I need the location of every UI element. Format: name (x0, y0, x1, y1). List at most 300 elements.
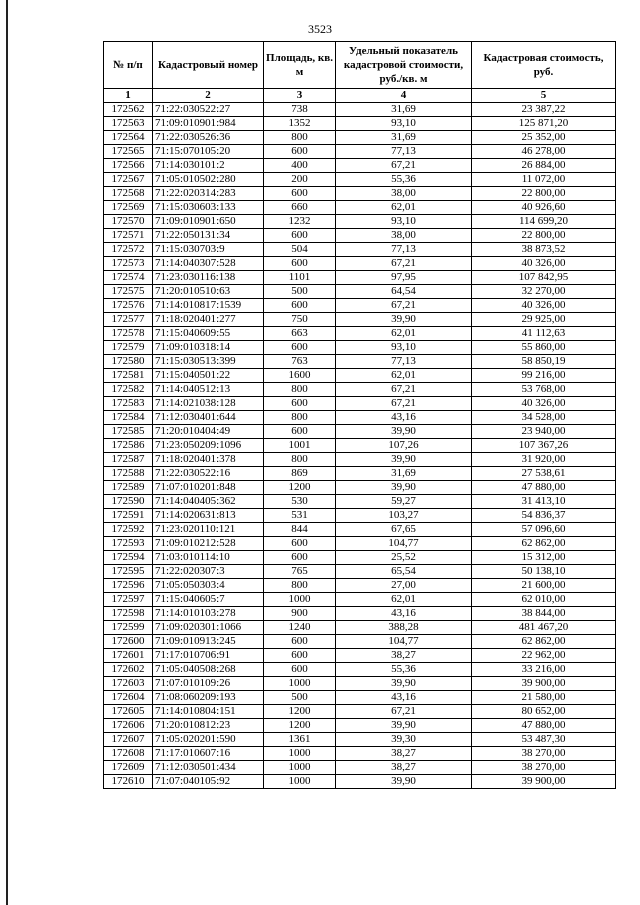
cadastral-cost-cell: 62 010,00 (472, 593, 616, 607)
unit-value-cell: 67,21 (336, 159, 472, 173)
table-row (104, 425, 616, 439)
area-cell: 600 (264, 663, 336, 677)
area-cell: 600 (264, 425, 336, 439)
area-cell: 1240 (264, 621, 336, 635)
cadastral-cost-cell: 23 387,22 (472, 103, 616, 117)
table-row (104, 453, 616, 467)
row-number-cell: 172587 (104, 453, 153, 467)
cadastral-number-cell: 71:22:020307:3 (153, 565, 264, 579)
cadastral-number-cell: 71:14:040512:13 (153, 383, 264, 397)
row-number-cell: 172573 (104, 257, 153, 271)
cadastral-cost-cell: 31 920,00 (472, 453, 616, 467)
cadastral-cost-cell: 39 900,00 (472, 775, 616, 789)
area-cell: 1001 (264, 439, 336, 453)
area-cell: 869 (264, 467, 336, 481)
cadastral-number-cell: 71:18:020401:378 (153, 453, 264, 467)
table-row (104, 691, 616, 705)
cadastral-cost-cell: 55 860,00 (472, 341, 616, 355)
unit-value-cell: 77,13 (336, 243, 472, 257)
unit-value-cell: 62,01 (336, 369, 472, 383)
unit-value-cell: 93,10 (336, 341, 472, 355)
table-row (104, 187, 616, 201)
table-row (104, 537, 616, 551)
unit-value-cell: 107,26 (336, 439, 472, 453)
unit-value-cell: 77,13 (336, 355, 472, 369)
cadastral-number-cell: 71:20:010404:49 (153, 425, 264, 439)
cadastral-number-cell: 71:05:020201:590 (153, 733, 264, 747)
cadastral-number-cell: 71:12:030401:644 (153, 411, 264, 425)
area-cell: 750 (264, 313, 336, 327)
cadastral-number-cell: 71:09:010913:245 (153, 635, 264, 649)
cadastral-cost-cell: 53 487,30 (472, 733, 616, 747)
cadastral-cost-cell: 40 326,00 (472, 299, 616, 313)
unit-value-cell: 104,77 (336, 537, 472, 551)
area-cell: 1600 (264, 369, 336, 383)
area-cell: 600 (264, 187, 336, 201)
area-cell: 1200 (264, 719, 336, 733)
table-row (104, 719, 616, 733)
table-row (104, 607, 616, 621)
row-number-cell: 172577 (104, 313, 153, 327)
area-cell: 800 (264, 411, 336, 425)
area-cell: 600 (264, 649, 336, 663)
cadastral-cost-cell: 50 138,10 (472, 565, 616, 579)
unit-value-cell: 31,69 (336, 131, 472, 145)
cadastral-cost-cell: 107 367,26 (472, 439, 616, 453)
table-row (104, 201, 616, 215)
unit-value-cell: 38,00 (336, 229, 472, 243)
unit-value-cell: 103,27 (336, 509, 472, 523)
table-row (104, 173, 616, 187)
row-number-cell: 172570 (104, 215, 153, 229)
row-number-cell: 172572 (104, 243, 153, 257)
cadastral-cost-cell: 29 925,00 (472, 313, 616, 327)
cadastral-number-cell: 71:07:010109:26 (153, 677, 264, 691)
table-row (104, 579, 616, 593)
table-row (104, 215, 616, 229)
cadastral-cost-cell: 27 538,61 (472, 467, 616, 481)
cadastral-cost-cell: 38 270,00 (472, 761, 616, 775)
page-number: 3523 (308, 22, 332, 36)
table-row (104, 159, 616, 173)
cadastral-number-cell: 71:05:040508:268 (153, 663, 264, 677)
table-row (104, 299, 616, 313)
cadastral-cost-cell: 22 800,00 (472, 229, 616, 243)
area-cell: 800 (264, 131, 336, 145)
cadastral-number-cell: 71:22:030526:36 (153, 131, 264, 145)
area-cell: 765 (264, 565, 336, 579)
row-number-cell: 172609 (104, 761, 153, 775)
area-cell: 500 (264, 285, 336, 299)
header-area: Площадь, кв. м (264, 42, 336, 89)
area-cell: 504 (264, 243, 336, 257)
area-cell: 600 (264, 341, 336, 355)
row-number-cell: 172599 (104, 621, 153, 635)
row-number-cell: 172578 (104, 327, 153, 341)
unit-value-cell: 31,69 (336, 467, 472, 481)
header-unit-value: Удельный показатель кадастровой стоимости, руб./кв. м (336, 42, 472, 89)
cadastral-cost-cell: 40 326,00 (472, 397, 616, 411)
table-row (104, 509, 616, 523)
cadastral-number-cell: 71:07:010201:848 (153, 481, 264, 495)
area-cell: 531 (264, 509, 336, 523)
unit-value-cell: 388,28 (336, 621, 472, 635)
row-number-cell: 172576 (104, 299, 153, 313)
table-row (104, 271, 616, 285)
table-row (104, 355, 616, 369)
unit-value-cell: 43,16 (336, 607, 472, 621)
row-number-cell: 172569 (104, 201, 153, 215)
area-cell: 600 (264, 299, 336, 313)
cadastral-number-cell: 71:09:010318:14 (153, 341, 264, 355)
page-left-edge-rule (6, 0, 8, 905)
table-row (104, 313, 616, 327)
cadastral-cost-cell: 33 216,00 (472, 663, 616, 677)
unit-value-cell: 59,27 (336, 495, 472, 509)
row-number-cell: 172592 (104, 523, 153, 537)
cadastral-cost-cell: 107 842,95 (472, 271, 616, 285)
cadastral-cost-cell: 481 467,20 (472, 621, 616, 635)
cadastral-cost-cell: 21 600,00 (472, 579, 616, 593)
cadastral-number-cell: 71:23:030116:138 (153, 271, 264, 285)
cadastral-number-cell: 71:15:040605:7 (153, 593, 264, 607)
cadastral-number-cell: 71:05:010502:280 (153, 173, 264, 187)
cadastral-cost-cell: 22 800,00 (472, 187, 616, 201)
cadastral-number-cell: 71:14:040307:528 (153, 257, 264, 271)
column-number: 1 (104, 89, 153, 103)
area-cell: 600 (264, 257, 336, 271)
row-number-cell: 172608 (104, 747, 153, 761)
area-cell: 1361 (264, 733, 336, 747)
cadastral-number-cell: 71:22:030522:16 (153, 467, 264, 481)
table-row (104, 383, 616, 397)
unit-value-cell: 39,90 (336, 719, 472, 733)
table-row (104, 733, 616, 747)
area-cell: 660 (264, 201, 336, 215)
row-number-cell: 172562 (104, 103, 153, 117)
area-cell: 900 (264, 607, 336, 621)
cadastral-cost-cell: 62 862,00 (472, 635, 616, 649)
header-row (104, 42, 616, 89)
row-number-cell: 172575 (104, 285, 153, 299)
column-number: 4 (336, 89, 472, 103)
row-number-cell: 172586 (104, 439, 153, 453)
cadastral-number-cell: 71:14:021038:128 (153, 397, 264, 411)
unit-value-cell: 39,90 (336, 313, 472, 327)
area-cell: 663 (264, 327, 336, 341)
unit-value-cell: 62,01 (336, 327, 472, 341)
area-cell: 600 (264, 635, 336, 649)
row-number-cell: 172591 (104, 509, 153, 523)
table-row (104, 495, 616, 509)
cadastral-cost-cell: 39 900,00 (472, 677, 616, 691)
cadastral-cost-cell: 47 880,00 (472, 719, 616, 733)
unit-value-cell: 62,01 (336, 201, 472, 215)
cadastral-number-cell: 71:18:020401:277 (153, 313, 264, 327)
area-cell: 600 (264, 397, 336, 411)
cadastral-cost-cell: 38 844,00 (472, 607, 616, 621)
cadastral-number-cell: 71:09:010901:650 (153, 215, 264, 229)
table-row (104, 411, 616, 425)
unit-value-cell: 38,00 (336, 187, 472, 201)
cadastral-number-cell: 71:23:020110:121 (153, 523, 264, 537)
row-number-cell: 172588 (104, 467, 153, 481)
area-cell: 600 (264, 145, 336, 159)
cadastral-number-cell: 71:14:030101:2 (153, 159, 264, 173)
cadastral-number-cell: 71:20:010812:23 (153, 719, 264, 733)
cadastral-number-cell: 71:15:030603:133 (153, 201, 264, 215)
table-row (104, 747, 616, 761)
row-number-cell: 172603 (104, 677, 153, 691)
area-cell: 500 (264, 691, 336, 705)
cadastral-cost-cell: 53 768,00 (472, 383, 616, 397)
unit-value-cell: 39,90 (336, 425, 472, 439)
row-number-cell: 172593 (104, 537, 153, 551)
unit-value-cell: 43,16 (336, 411, 472, 425)
unit-value-cell: 67,65 (336, 523, 472, 537)
unit-value-cell: 27,00 (336, 579, 472, 593)
cadastral-number-cell: 71:03:010114:10 (153, 551, 264, 565)
unit-value-cell: 67,21 (336, 397, 472, 411)
unit-value-cell: 97,95 (336, 271, 472, 285)
cadastral-cost-cell: 46 278,00 (472, 145, 616, 159)
cadastral-cost-cell: 40 326,00 (472, 257, 616, 271)
cadastral-cost-cell: 15 312,00 (472, 551, 616, 565)
cadastral-cost-cell: 40 926,60 (472, 201, 616, 215)
row-number-cell: 172597 (104, 593, 153, 607)
table-row (104, 705, 616, 719)
row-number-cell: 172585 (104, 425, 153, 439)
area-cell: 600 (264, 537, 336, 551)
table-row (104, 481, 616, 495)
row-number-cell: 172571 (104, 229, 153, 243)
row-number-cell: 172563 (104, 117, 153, 131)
area-cell: 800 (264, 383, 336, 397)
cadastral-number-cell: 71:22:030522:27 (153, 103, 264, 117)
cadastral-number-cell: 71:23:050209:1096 (153, 439, 264, 453)
cadastral-number-cell: 71:12:030501:434 (153, 761, 264, 775)
area-cell: 738 (264, 103, 336, 117)
unit-value-cell: 65,54 (336, 565, 472, 579)
row-number-cell: 172581 (104, 369, 153, 383)
row-number-cell: 172606 (104, 719, 153, 733)
row-number-cell: 172595 (104, 565, 153, 579)
cadastral-cost-cell: 99 216,00 (472, 369, 616, 383)
row-number-cell: 172566 (104, 159, 153, 173)
header-row-number: № п/п (104, 42, 153, 89)
unit-value-cell: 67,21 (336, 705, 472, 719)
cadastral-cost-cell: 25 352,00 (472, 131, 616, 145)
area-cell: 800 (264, 579, 336, 593)
cadastral-number-cell: 71:07:040105:92 (153, 775, 264, 789)
table-row (104, 635, 616, 649)
cadastral-number-cell: 71:15:040501:22 (153, 369, 264, 383)
table-row (104, 369, 616, 383)
unit-value-cell: 25,52 (336, 551, 472, 565)
table-row (104, 621, 616, 635)
table-header (104, 42, 616, 89)
cadastral-cost-cell: 57 096,60 (472, 523, 616, 537)
area-cell: 763 (264, 355, 336, 369)
cadastral-number-cell: 71:15:070105:20 (153, 145, 264, 159)
area-cell: 1000 (264, 747, 336, 761)
cadastral-number-cell: 71:15:030513:399 (153, 355, 264, 369)
row-number-cell: 172582 (104, 383, 153, 397)
cadastral-cost-cell: 47 880,00 (472, 481, 616, 495)
unit-value-cell: 67,21 (336, 299, 472, 313)
area-cell: 800 (264, 453, 336, 467)
area-cell: 600 (264, 551, 336, 565)
header-cadastral-cost: Кадастровая стоимость, руб. (472, 42, 616, 89)
unit-value-cell: 77,13 (336, 145, 472, 159)
table-row (104, 523, 616, 537)
table-row (104, 551, 616, 565)
unit-value-cell: 55,36 (336, 663, 472, 677)
area-cell: 1101 (264, 271, 336, 285)
unit-value-cell: 39,30 (336, 733, 472, 747)
row-number-cell: 172568 (104, 187, 153, 201)
row-number-cell: 172564 (104, 131, 153, 145)
row-number-cell: 172590 (104, 495, 153, 509)
unit-value-cell: 55,36 (336, 173, 472, 187)
unit-value-cell: 38,27 (336, 649, 472, 663)
cadastral-number-cell: 71:17:010706:91 (153, 649, 264, 663)
table-row (104, 397, 616, 411)
row-number-cell: 172584 (104, 411, 153, 425)
cadastral-value-table (103, 41, 616, 789)
row-number-cell: 172604 (104, 691, 153, 705)
table-row (104, 285, 616, 299)
unit-value-cell: 67,21 (336, 257, 472, 271)
area-cell: 844 (264, 523, 336, 537)
table-row (104, 775, 616, 789)
table-row (104, 677, 616, 691)
row-number-cell: 172598 (104, 607, 153, 621)
cadastral-number-cell: 71:14:010817:1539 (153, 299, 264, 313)
column-number: 5 (472, 89, 616, 103)
area-cell: 1000 (264, 761, 336, 775)
row-number-cell: 172605 (104, 705, 153, 719)
column-number: 3 (264, 89, 336, 103)
column-number: 2 (153, 89, 264, 103)
unit-value-cell: 93,10 (336, 117, 472, 131)
row-number-cell: 172574 (104, 271, 153, 285)
row-number-cell: 172579 (104, 341, 153, 355)
cadastral-number-cell: 71:17:010607:16 (153, 747, 264, 761)
cadastral-number-cell: 71:05:050303:4 (153, 579, 264, 593)
cadastral-number-cell: 71:09:010901:984 (153, 117, 264, 131)
cadastral-cost-cell: 62 862,00 (472, 537, 616, 551)
unit-value-cell: 64,54 (336, 285, 472, 299)
table-row (104, 593, 616, 607)
cadastral-number-cell: 71:14:040405:362 (153, 495, 264, 509)
cadastral-cost-cell: 32 270,00 (472, 285, 616, 299)
cadastral-cost-cell: 21 580,00 (472, 691, 616, 705)
table-row (104, 117, 616, 131)
row-number-cell: 172607 (104, 733, 153, 747)
row-number-cell: 172600 (104, 635, 153, 649)
row-number-cell: 172601 (104, 649, 153, 663)
row-number-cell: 172580 (104, 355, 153, 369)
cadastral-cost-cell: 114 699,20 (472, 215, 616, 229)
unit-value-cell: 39,90 (336, 453, 472, 467)
row-number-cell: 172583 (104, 397, 153, 411)
cadastral-cost-cell: 41 112,63 (472, 327, 616, 341)
area-cell: 600 (264, 229, 336, 243)
row-number-cell: 172602 (104, 663, 153, 677)
cadastral-cost-cell: 23 940,00 (472, 425, 616, 439)
cadastral-cost-cell: 38 873,52 (472, 243, 616, 257)
unit-value-cell: 39,90 (336, 677, 472, 691)
table-row (104, 439, 616, 453)
area-cell: 1232 (264, 215, 336, 229)
unit-value-cell: 38,27 (336, 747, 472, 761)
table-row (104, 103, 616, 117)
table-body (104, 89, 616, 789)
area-cell: 1000 (264, 593, 336, 607)
cadastral-number-cell: 71:22:020314:283 (153, 187, 264, 201)
cadastral-number-cell: 71:08:060209:193 (153, 691, 264, 705)
table-row (104, 243, 616, 257)
cadastral-number-cell: 71:15:040609:55 (153, 327, 264, 341)
row-number-cell: 172596 (104, 579, 153, 593)
unit-value-cell: 39,90 (336, 481, 472, 495)
row-number-cell: 172594 (104, 551, 153, 565)
unit-value-cell: 39,90 (336, 775, 472, 789)
area-cell: 1000 (264, 677, 336, 691)
cadastral-cost-cell: 31 413,10 (472, 495, 616, 509)
table-row (104, 565, 616, 579)
table-row (104, 257, 616, 271)
unit-value-cell: 43,16 (336, 691, 472, 705)
cadastral-number-cell: 71:09:020301:1066 (153, 621, 264, 635)
cadastral-cost-cell: 26 884,00 (472, 159, 616, 173)
area-cell: 1200 (264, 705, 336, 719)
area-cell: 530 (264, 495, 336, 509)
unit-value-cell: 31,69 (336, 103, 472, 117)
unit-value-cell: 62,01 (336, 593, 472, 607)
cadastral-cost-cell: 58 850,19 (472, 355, 616, 369)
row-number-cell: 172565 (104, 145, 153, 159)
cadastral-number-cell: 71:15:030703:9 (153, 243, 264, 257)
area-cell: 200 (264, 173, 336, 187)
cadastral-cost-cell: 11 072,00 (472, 173, 616, 187)
table-row (104, 649, 616, 663)
cadastral-number-cell: 71:22:050131:34 (153, 229, 264, 243)
table-row (104, 761, 616, 775)
unit-value-cell: 38,27 (336, 761, 472, 775)
area-cell: 1200 (264, 481, 336, 495)
row-number-cell: 172589 (104, 481, 153, 495)
unit-value-cell: 104,77 (336, 635, 472, 649)
cadastral-cost-cell: 125 871,20 (472, 117, 616, 131)
cadastral-cost-cell: 34 528,00 (472, 411, 616, 425)
row-number-cell: 172610 (104, 775, 153, 789)
table-row (104, 341, 616, 355)
cadastral-number-cell: 71:14:020631:813 (153, 509, 264, 523)
cadastral-number-cell: 71:14:010804:151 (153, 705, 264, 719)
table-row (104, 145, 616, 159)
table-row (104, 467, 616, 481)
table-row (104, 131, 616, 145)
cadastral-number-cell: 71:20:010510:63 (153, 285, 264, 299)
cadastral-cost-cell: 80 652,00 (472, 705, 616, 719)
cadastral-number-cell: 71:14:010103:278 (153, 607, 264, 621)
column-number-row (104, 89, 616, 103)
unit-value-cell: 67,21 (336, 383, 472, 397)
cadastral-cost-cell: 54 836,37 (472, 509, 616, 523)
area-cell: 1352 (264, 117, 336, 131)
